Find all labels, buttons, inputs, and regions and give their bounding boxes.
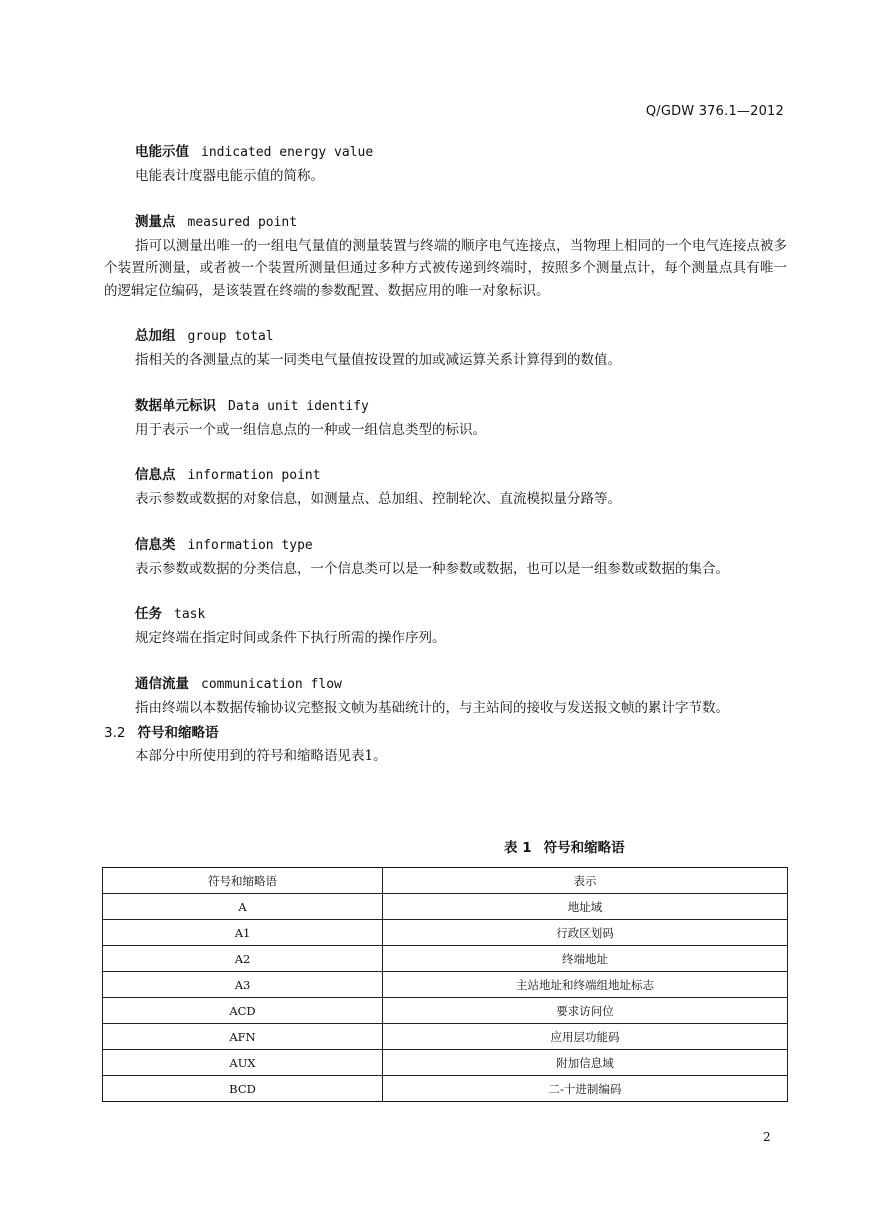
- term-definition: 规定终端在指定时间或条件下执行所需的操作序列。: [135, 630, 446, 646]
- table-cell-symbol: A3: [103, 972, 383, 998]
- table-caption-title: 符号和缩略语: [543, 840, 625, 856]
- term-definition: 指由终端以本数据传输协议完整报文帧为基础统计的，与主站间的接收与发送报文帧的累计字节数。: [135, 699, 729, 716]
- table-row: [103, 998, 788, 1024]
- term-entry: [104, 465, 787, 511]
- table-row: [103, 1024, 788, 1050]
- table-cell-meaning: 地址域: [383, 894, 788, 920]
- term-zh: 测量点: [135, 213, 176, 230]
- term-en: information point: [187, 468, 321, 483]
- term-title: [104, 142, 787, 163]
- term-en: Data unit identify: [228, 398, 369, 414]
- term-entry: [104, 674, 787, 720]
- term-definition: 指相关的各测量点的某一同类电气量值按设置的加或减运算关系计算得到的数值。: [135, 352, 621, 368]
- table-cell-symbol: A: [103, 894, 383, 920]
- table-row: [103, 1050, 788, 1076]
- table-cell-meaning: 附加信息域: [383, 1050, 788, 1076]
- term-en: communication flow: [201, 676, 342, 692]
- section-heading: [104, 723, 787, 743]
- term-title: [104, 212, 787, 233]
- table-cell-symbol: AUX: [103, 1050, 383, 1076]
- term-en: group total: [187, 329, 274, 344]
- term-entry: [104, 604, 787, 650]
- term-definition: 电能表计度器电能示值的简称。: [135, 168, 324, 184]
- table-header-cell: 表示: [383, 868, 788, 894]
- term-title: [104, 535, 787, 556]
- table-caption-number: 表 1: [504, 840, 532, 856]
- table-cell-meaning: 终端地址: [383, 946, 788, 972]
- term-title: [104, 465, 787, 486]
- table-caption: [504, 836, 625, 856]
- term-en: measured point: [187, 214, 298, 230]
- term-definition: 表示参数或数据的分类信息，一个信息类可以是一种参数或数据，也可以是一组参数或数据的集合。: [135, 560, 729, 577]
- term-zh: 通信流量: [135, 675, 189, 692]
- document-code: Q/GDW 376.1—2012: [645, 104, 784, 119]
- term-zh: 信息点: [135, 467, 176, 483]
- section-text: 本部分中所使用到的符号和缩略语见表1。: [135, 748, 387, 764]
- table-row: [103, 920, 788, 946]
- term-zh: 电能示值: [135, 144, 189, 160]
- term-entry: [104, 396, 787, 442]
- abbreviation-table: [102, 867, 788, 1102]
- table-cell-meaning: 二-十进制编码: [383, 1076, 788, 1102]
- table-header-cell: 符号和缩略语: [103, 868, 383, 894]
- term-title: [104, 604, 787, 625]
- table-cell-meaning: 主站地址和终端组地址标志: [383, 972, 788, 998]
- table-cell-symbol: AFN: [103, 1024, 383, 1050]
- term-zh: 任务: [135, 606, 162, 622]
- term-entry: [104, 142, 787, 188]
- table-row: [103, 894, 788, 920]
- table-cell-symbol: A1: [103, 920, 383, 946]
- term-entry: [104, 212, 787, 303]
- term-definition: 指可以测量出唯一的一组电气量值的测量装置与终端的顺序电气连接点，当物理上相同的一个电气连接点被多个装置所测量，或者被一个装置所测量但通过多种方式被传递到终端时，按照多个测量点计，每个测量点具有唯一的逻辑定位编码，是该装置在终端的参数配置、数据应用的唯一对象标识。: [104, 237, 787, 299]
- term-en: information type: [187, 537, 313, 553]
- table-cell-symbol: ACD: [103, 998, 383, 1024]
- section-title: 符号和缩略语: [137, 725, 219, 741]
- term-zh: 数据单元标识: [135, 397, 216, 414]
- table-header-row: [103, 868, 788, 894]
- table-cell-symbol: A2: [103, 946, 383, 972]
- term-zh: 信息类: [135, 536, 176, 553]
- term-definition: 用于表示一个或一组信息点的一种或一组信息类型的标识。: [135, 421, 486, 438]
- term-en: indicated energy value: [201, 145, 374, 160]
- table-row: [103, 972, 788, 998]
- term-title: [104, 674, 787, 695]
- term-title: [104, 326, 787, 347]
- page-number: 2: [763, 1130, 771, 1144]
- term-entry: [104, 326, 787, 372]
- table-cell-meaning: 要求访问位: [383, 998, 788, 1024]
- term-entry: [104, 535, 787, 581]
- term-definition: 表示参数或数据的对象信息，如测量点、总加组、控制轮次、直流模拟量分路等。: [135, 491, 621, 507]
- section-number: 3.2: [104, 725, 126, 741]
- table-cell-symbol: BCD: [103, 1076, 383, 1102]
- table-row: [103, 946, 788, 972]
- table-cell-meaning: 行政区划码: [383, 920, 788, 946]
- content: [104, 142, 787, 768]
- term-en: task: [174, 607, 206, 622]
- table-cell-meaning: 应用层功能码: [383, 1024, 788, 1050]
- term-title: [104, 396, 787, 417]
- table-row: [103, 1076, 788, 1102]
- term-zh: 总加组: [135, 328, 176, 344]
